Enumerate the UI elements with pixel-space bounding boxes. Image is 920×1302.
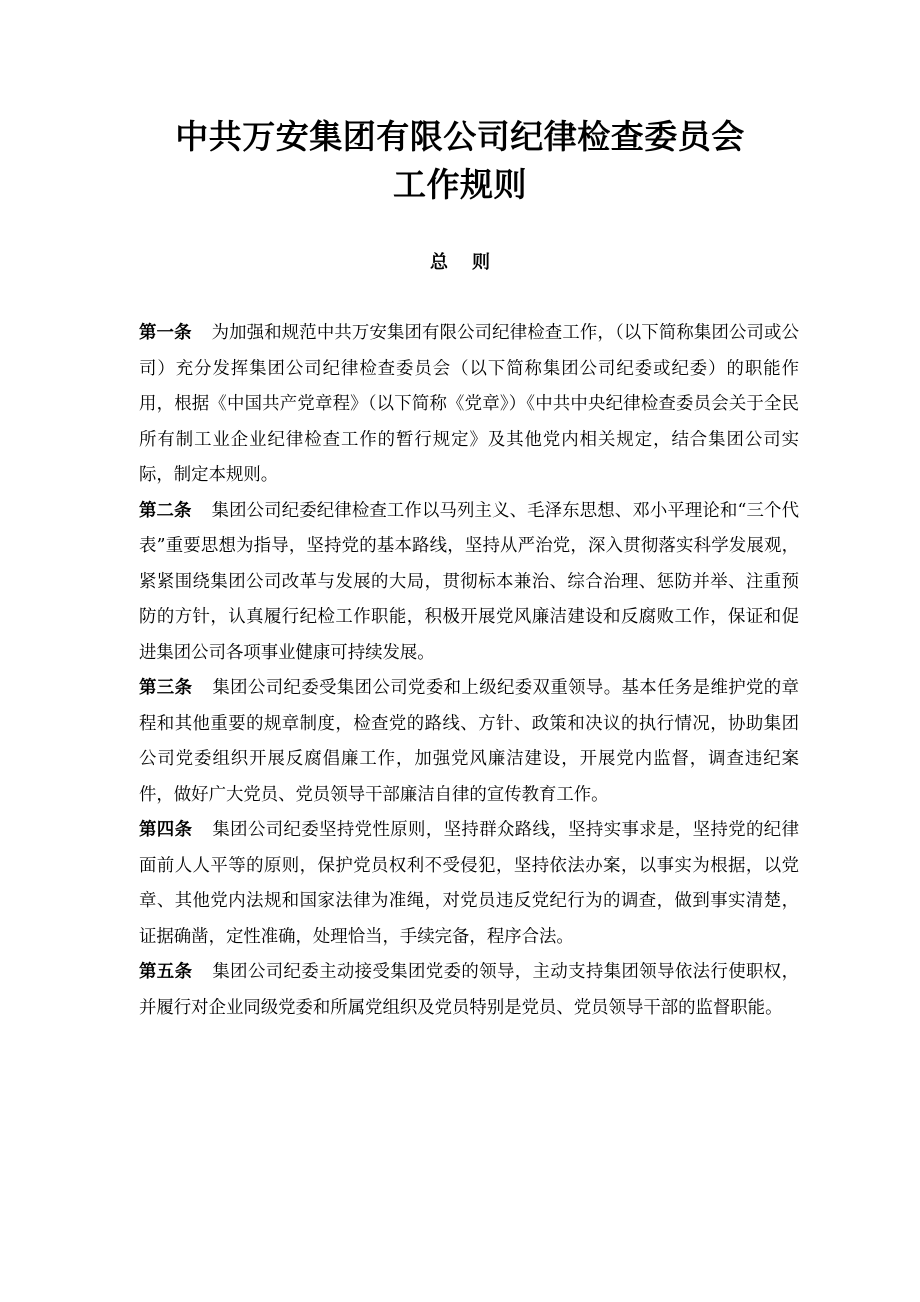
article-3 xyxy=(139,671,799,813)
document-title-line-1: 中共万安集团有限公司纪律检查委员会 xyxy=(175,117,745,156)
article-2 xyxy=(139,494,799,672)
article-text: 集团公司纪委受集团公司党委和上级纪委双重领导。基本任务是维护党的章程和其他重要的规章制度，检查党的路线、方针、政策和决议的执行情况，协助集团公司党委组织开展反腐倡廉工作，加强党风廉洁建设，开展党内监督，调查违纪案件，做好广大党员、党员领导干部廉洁自律的宣传教育工作。 xyxy=(139,678,799,805)
document-title-line-2: 工作规则 xyxy=(393,165,527,204)
article-label: 第四条 xyxy=(139,820,193,840)
article-text: 集团公司纪委纪律检查工作以马列主义、毛泽东思想、邓小平理论和“三个代表”重要思想为指导，坚持党的基本路线，坚持从严治党，深入贯彻落实科学发展观，紧紧围绕集团公司改革与发展的大局，贯彻标本兼治、综合治理、惩防并举、注重预防的方针，认真履行纪检工作职能，积极开展党风廉洁建设和反腐败工作，保证和促进集团公司各项事业健康可持续发展。 xyxy=(139,500,799,663)
section-heading-char-1: 总 xyxy=(430,252,448,273)
article-text: 集团公司纪委坚持党性原则，坚持群众路线，坚持实事求是，坚持党的纪律面前人人平等的原则，保护党员权利不受侵犯，坚持依法办案，以事实为根据，以党章、其他党内法规和国家法律为准绳，对党员违反党纪行为的调查，做到事实清楚，证据确凿，定性准确，处理恰当，手续完备，程序合法。 xyxy=(139,820,799,947)
article-label: 第五条 xyxy=(139,962,193,982)
article-label: 第一条 xyxy=(139,323,192,343)
article-text: 为加强和规范中共万安集团有限公司纪律检查工作，（以下简称集团公司或公司）充分发挥集团公司纪律检查委员会（以下简称集团公司纪委或纪委）的职能作用，根据《中国共产党章程》（以下简称《党章》）《中共中央纪律检查委员会关于全民所有制工业企业纪律检查工作的暂行规定》及其他党内相关规定，结合集团公司实际，制定本规则。 xyxy=(139,323,799,485)
article-5 xyxy=(139,955,799,1026)
article-label: 第三条 xyxy=(139,678,193,698)
article-4 xyxy=(139,813,799,955)
article-text: 集团公司纪委主动接受集团党委的领导，主动支持集团领导依法行使职权，并履行对企业同级党委和所属党组织及党员特别是党员、党员领导干部的监督职能。 xyxy=(139,962,799,1018)
section-heading-char-2: 则 xyxy=(472,252,490,273)
article-label: 第二条 xyxy=(139,500,192,521)
section-heading xyxy=(0,250,920,276)
document-body xyxy=(139,316,799,1026)
article-1 xyxy=(139,316,799,494)
